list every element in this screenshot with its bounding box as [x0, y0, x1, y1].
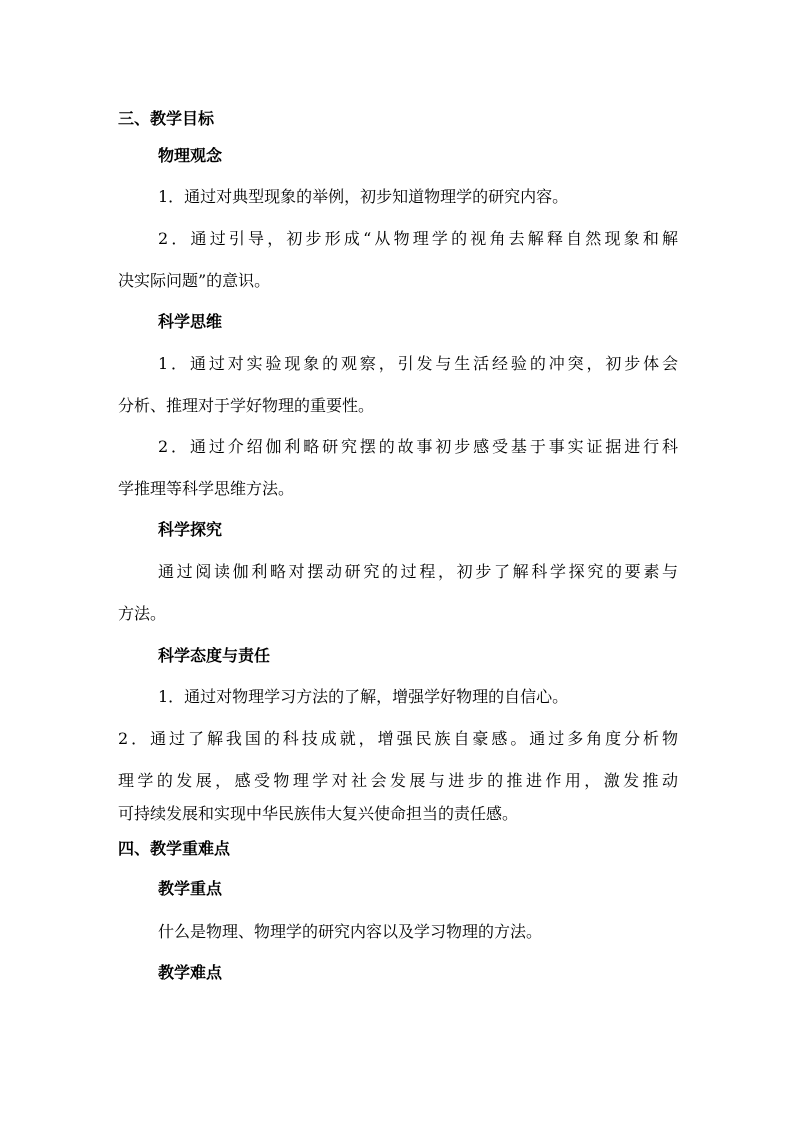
subheading-attitude-responsibility: 科学态度与责任 [158, 646, 271, 665]
subheading-difficulties: 教学难点 [158, 963, 223, 982]
paragraph-physics-concept-2-line1: 2．通过引导，初步形成“从物理学的视角去解释自然现象和解 [158, 229, 678, 248]
paragraph-key-points: 什么是物理、物理学的研究内容以及学习物理的方法。 [158, 922, 543, 941]
paragraph-scientific-thinking-1-line2: 分析、推理对于学好物理的重要性。 [118, 396, 375, 415]
paragraph-scientific-inquiry-line1: 通过阅读伽利略对摆动研究的过程，初步了解科学探究的要素与 [158, 562, 678, 581]
section-heading-teaching-objectives: 三、教学目标 [118, 109, 215, 128]
paragraph-attitude-2-line2: 理学的发展，感受物理学对社会发展与进步的推进作用，激发推动 [118, 771, 678, 790]
subheading-scientific-thinking: 科学思维 [158, 312, 223, 331]
subheading-physics-concept: 物理观念 [158, 146, 223, 165]
paragraph-attitude-1: 1．通过对物理学习方法的了解，增强学好物理的自信心。 [158, 687, 569, 706]
subheading-key-points: 教学重点 [158, 879, 223, 898]
paragraph-attitude-2-line3: 可持续发展和实现中华民族伟大复兴使命担当的责任感。 [118, 804, 519, 823]
paragraph-attitude-2-line1: 2．通过了解我国的科技成就，增强民族自豪感。通过多角度分析物 [118, 729, 678, 748]
subheading-scientific-inquiry: 科学探究 [158, 520, 223, 539]
paragraph-physics-concept-2-line2: 决实际问题”的意识。 [118, 271, 271, 290]
paragraph-scientific-thinking-1-line1: 1．通过对实验现象的观察，引发与生活经验的冲突，初步体会 [158, 354, 678, 373]
paragraph-physics-concept-1: 1．通过对典型现象的举例，初步知道物理学的研究内容。 [158, 187, 569, 206]
section-heading-key-difficult-points: 四、教学重难点 [118, 839, 231, 858]
paragraph-scientific-thinking-2-line1: 2．通过介绍伽利略研究摆的故事初步感受基于事实证据进行科 [158, 437, 678, 456]
paragraph-scientific-thinking-2-line2: 学推理等科学思维方法。 [118, 479, 295, 498]
paragraph-scientific-inquiry-line2: 方法。 [118, 604, 167, 623]
